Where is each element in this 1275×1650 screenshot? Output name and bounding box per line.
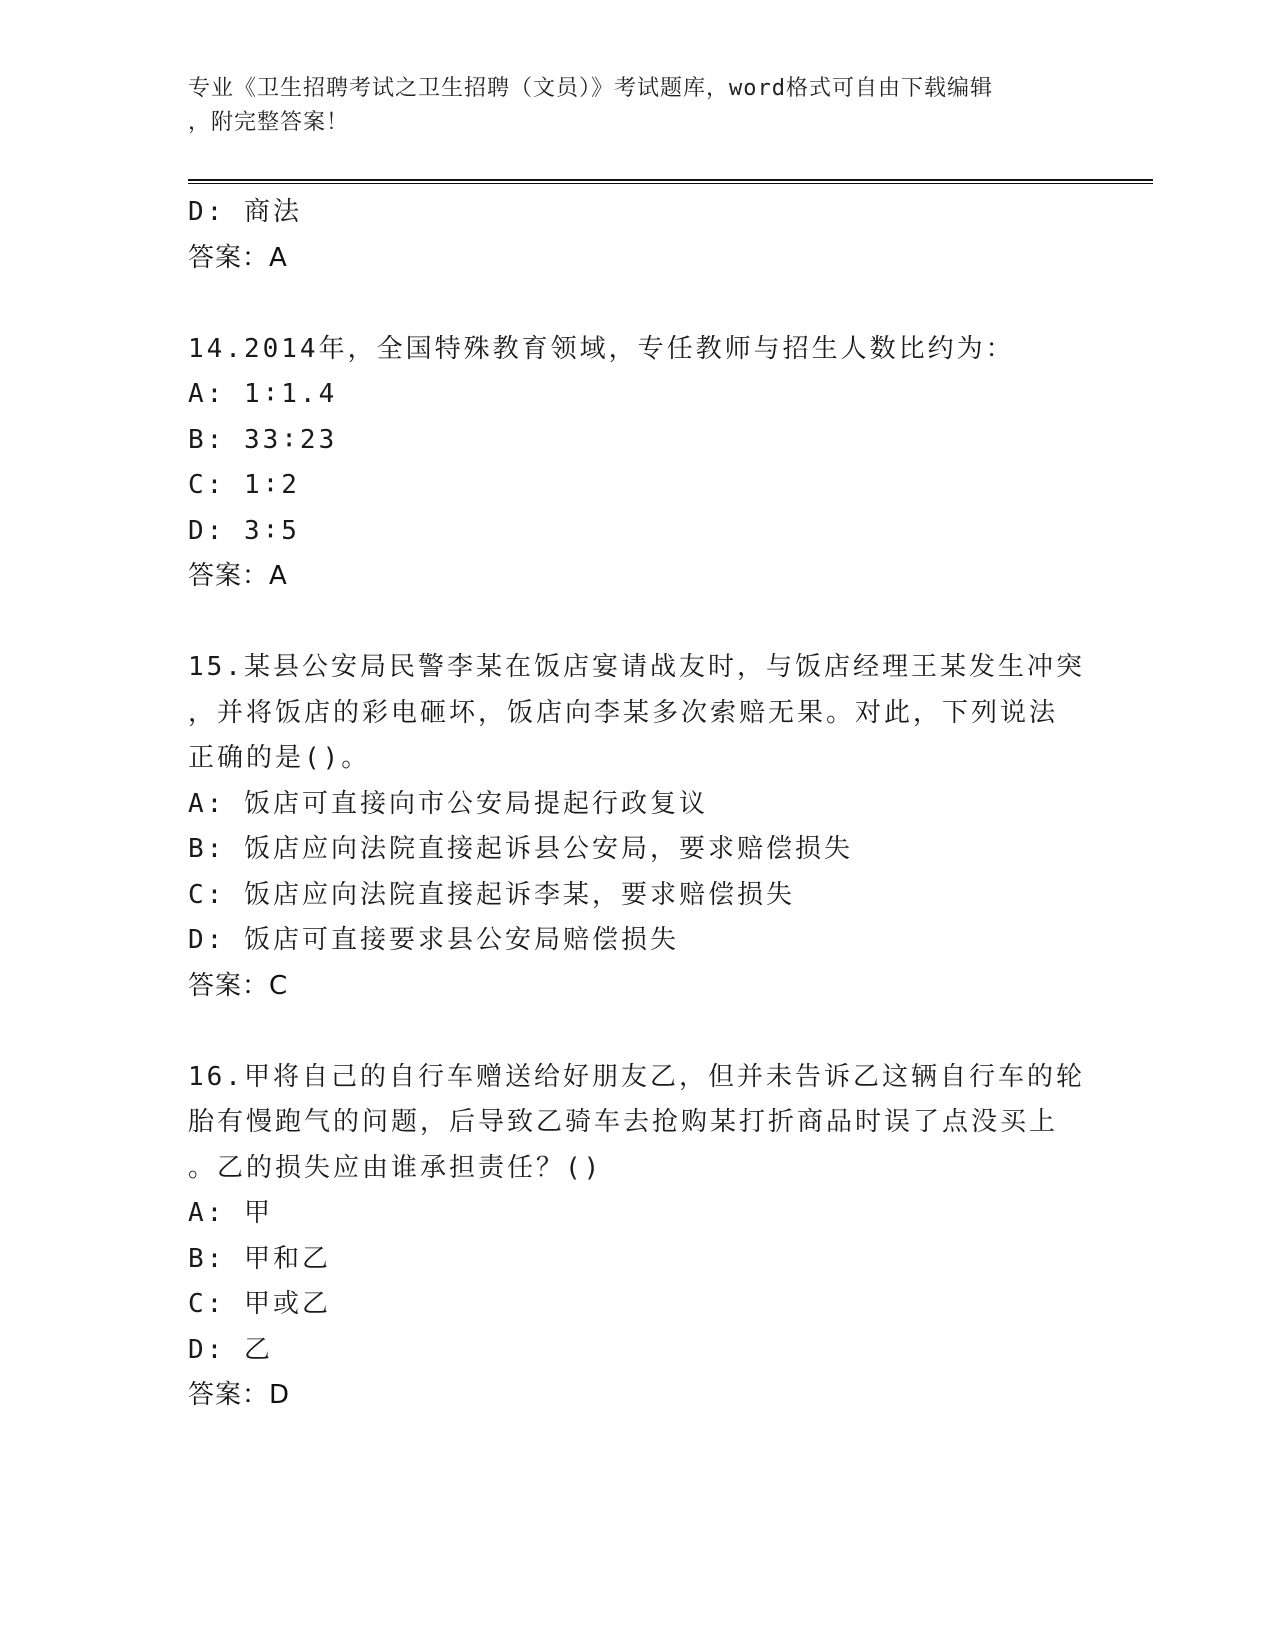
question-stem-line-1: 16.甲将自己的自行车赠送给好朋友乙，但并未告诉乙这辆自行车的轮: [188, 1061, 1085, 1092]
option-a: A: 甲: [188, 1198, 273, 1228]
option-d: D: 乙: [188, 1334, 273, 1365]
answer-line: 答案：A: [188, 561, 288, 591]
header-line-2: ，附完整答案！: [188, 110, 350, 135]
question-stem-line-2: ，并将饭店的彩电砸坏，饭店向李某多次索赔无果。对此，下列说法: [188, 697, 1059, 728]
question-stem-line-3: 正确的是()。: [188, 743, 371, 773]
option-d: D: 3∶5: [188, 515, 300, 546]
question-stem-line-2: 胎有慢跑气的问题，后导致乙骑车去抢购某打折商品时误了点没买上: [188, 1107, 1059, 1137]
header-line-1: 专业《卫生招聘考试之卫生招聘（文员）》考试题库，word格式可自由下载编辑: [188, 76, 993, 101]
option-b: B: 甲和乙: [188, 1243, 331, 1274]
question-block-15: [188, 645, 1088, 1009]
answer-line: 答案：D: [188, 1380, 291, 1410]
spacer: [188, 600, 1088, 646]
header-divider-thin: [188, 183, 1153, 184]
spacer: [188, 1009, 1088, 1055]
page-header: [188, 72, 1068, 140]
answer-line: 答案：A: [188, 242, 288, 273]
option-b: B: 饭店应向法院直接起诉县公安局，要求赔偿损失: [188, 834, 853, 864]
question-block-13: [188, 190, 1088, 281]
option-a: A: 1∶1.4: [188, 379, 338, 409]
header-divider: [188, 179, 1153, 181]
spacer: [188, 281, 1088, 327]
question-list: [188, 190, 1088, 1419]
question-block-14: [188, 327, 1088, 600]
answer-line: 答案：C: [188, 970, 289, 1001]
option-d: D: 商法: [188, 197, 302, 227]
option-c: C: 饭店应向法院直接起诉李某，要求赔偿损失: [188, 879, 795, 910]
option-c: C: 1∶2: [188, 470, 300, 500]
question-stem-line-1: 15.某县公安局民警李某在饭店宴请战友时，与饭店经理王某发生冲突: [188, 652, 1085, 682]
question-stem: 14.2014年，全国特殊教育领域，专任教师与招生人数比约为：: [188, 333, 1015, 364]
option-a: A: 饭店可直接向市公安局提起行政复议: [188, 788, 708, 819]
question-stem-line-3: 。乙的损失应由谁承担责任？(): [188, 1152, 603, 1183]
option-c: C: 甲或乙: [188, 1289, 331, 1319]
option-b: B: 33∶23: [188, 424, 338, 455]
option-d: D: 饭店可直接要求县公安局赔偿损失: [188, 925, 679, 955]
question-block-16: [188, 1055, 1088, 1419]
